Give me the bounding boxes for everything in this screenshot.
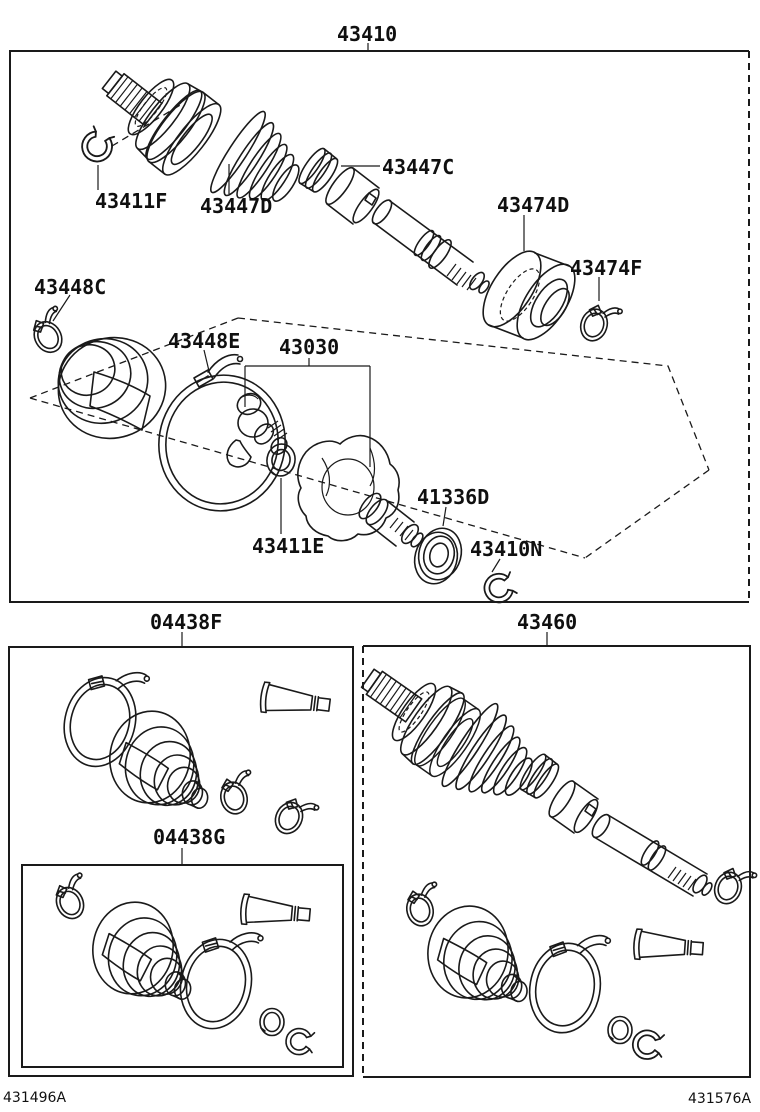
part-label-43448C[interactable]: 43448C <box>34 275 107 299</box>
small-clamp-art <box>215 770 260 817</box>
snap-ring-icon <box>284 1027 316 1057</box>
big-clamp-art <box>523 925 611 1039</box>
inboard-snap-ring-art <box>264 442 297 478</box>
part-label-43030[interactable]: 43030 <box>279 335 340 359</box>
part-label-43410[interactable]: 43410 <box>337 22 398 46</box>
clamp-c-art <box>25 306 76 358</box>
part-label-43448E[interactable]: 43448E <box>168 329 241 353</box>
part-label-04438G[interactable]: 04438G <box>153 825 226 849</box>
outboard-clamp-art <box>295 145 342 195</box>
shaft-segment-2 <box>589 812 714 897</box>
inboard-joint-housing-art <box>298 436 425 549</box>
inboard-kit-art <box>25 306 518 606</box>
kit-dashed-outline <box>30 104 709 561</box>
grease-tube-icon <box>633 929 704 964</box>
spline-stub <box>360 667 422 722</box>
inboard-boot-art <box>45 324 179 452</box>
boot-art <box>103 705 221 814</box>
small-ring-art <box>608 1017 632 1044</box>
big-clamp-art <box>172 920 263 1035</box>
inboard-boot-kit-art <box>48 872 315 1057</box>
damper-clamp-art <box>577 299 623 347</box>
right-kit-box <box>363 646 750 1077</box>
bent-clamp-art <box>270 791 319 842</box>
outboard-joint-race <box>139 84 229 182</box>
left-kit-box <box>9 647 353 1076</box>
part-label-43474D[interactable]: 43474D <box>497 193 570 217</box>
part-label-43410N[interactable]: 43410N <box>470 537 543 561</box>
part-label-43447C[interactable]: 43447C <box>382 155 455 179</box>
tripod-joint-art <box>227 390 290 467</box>
inner-kit-box <box>22 865 343 1067</box>
big-clamp-art <box>55 657 151 775</box>
small-ring-art <box>260 1009 284 1036</box>
shaft-segment-2 <box>369 197 491 295</box>
part-label-43411F[interactable]: 43411F <box>95 189 168 213</box>
small-clamp-art <box>48 872 97 923</box>
snap-ring-icon <box>631 1028 666 1061</box>
part-label-43460[interactable]: 43460 <box>517 610 578 634</box>
part-label-41336D[interactable]: 41336D <box>417 485 490 509</box>
boot-art <box>422 901 538 1007</box>
figure-code-right: 431576A <box>688 1091 752 1107</box>
part-label-04438F[interactable]: 04438F <box>150 610 223 634</box>
part-label-43474F[interactable]: 43474F <box>570 256 643 280</box>
part-label-43447D[interactable]: 43447D <box>200 194 273 218</box>
shaft-snap-ring-icon <box>481 570 518 606</box>
grease-tube-icon <box>240 894 311 930</box>
part-label-43411E[interactable]: 43411E <box>252 534 325 558</box>
outboard-snap-ring-icon <box>77 124 119 167</box>
outboard-boot-kit-art <box>55 657 332 842</box>
grease-tube-icon <box>259 682 331 720</box>
figure-code-left: 431496A <box>3 1090 67 1106</box>
rear-drive-shaft-art <box>360 667 757 1062</box>
